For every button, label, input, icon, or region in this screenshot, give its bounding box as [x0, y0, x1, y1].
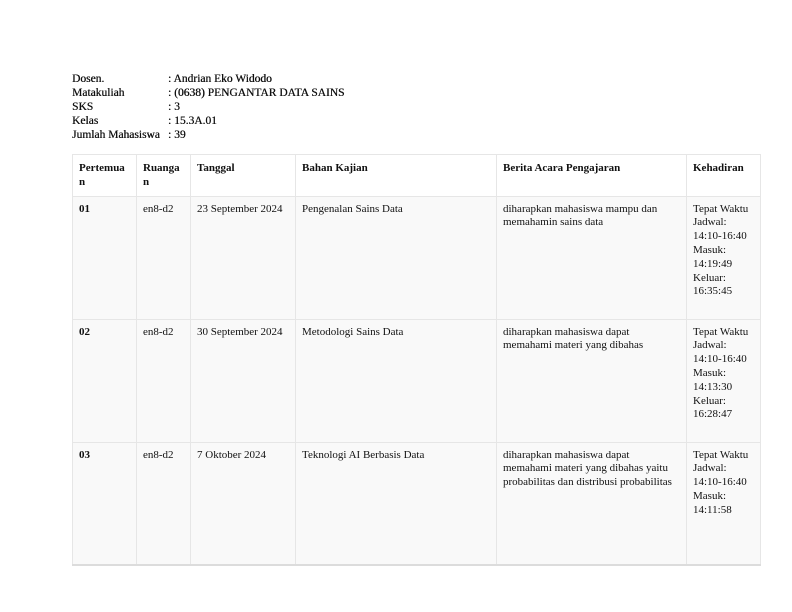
- cell-ruangan: en8-d2: [137, 319, 191, 442]
- cell-bahan-kajian: Teknologi AI Berbasis Data: [296, 442, 497, 565]
- kehadiran-masuk: Masuk: 14:19:49: [693, 243, 733, 270]
- cell-ruangan: en8-d2: [137, 196, 191, 319]
- table-row: [73, 319, 761, 442]
- kehadiran-masuk: Masuk: 14:11:58: [693, 489, 732, 516]
- info-label: Kelas: [72, 115, 99, 127]
- info-value: : 15.3A.01: [168, 114, 217, 128]
- info-value: : 3: [168, 100, 180, 114]
- header-kehadiran: Kehadiran: [687, 155, 761, 197]
- cell-ruangan: en8-d2: [137, 442, 191, 565]
- info-row-jumlah-mahasiswa: [72, 128, 344, 142]
- info-row-kelas: [72, 114, 344, 128]
- info-label: SKS: [72, 101, 94, 113]
- cell-kehadiran: [687, 442, 761, 565]
- kehadiran-keluar: Keluar: 16:35:45: [693, 271, 733, 298]
- info-label: Dosen.: [72, 73, 105, 85]
- table-row: [73, 442, 761, 565]
- info-label: Jumlah Mahasiswa: [72, 129, 160, 141]
- cell-berita-acara: diharapkan mahasiswa mampu dan memahamin sains data: [497, 196, 687, 319]
- cell-berita-acara: diharapkan mahasiswa dapat memahami materi yang dibahas: [497, 319, 687, 442]
- cell-berita-acara: diharapkan mahasiswa dapat memahami materi yang dibahas yaitu probabilitas dan distribusi probabilitas: [497, 442, 687, 565]
- info-row-dosen: [72, 72, 344, 86]
- kehadiran-jadwal: Jadwal: 14:10-16:40: [693, 216, 747, 243]
- info-row-matakuliah: [72, 86, 344, 100]
- header-pertemuan: Pertemuan: [73, 155, 137, 197]
- cell-kehadiran: [687, 319, 761, 442]
- cell-pertemuan: 02: [73, 319, 137, 442]
- header-ruangan: Ruangan: [137, 155, 191, 197]
- course-info: [72, 72, 344, 142]
- cell-kehadiran: [687, 196, 761, 319]
- cell-tanggal: 23 September 2024: [191, 196, 296, 319]
- kehadiran-keluar: Keluar: 16:28:47: [693, 394, 733, 421]
- info-value: : Andrian Eko Widodo: [168, 72, 272, 86]
- kehadiran-jadwal: Jadwal: 14:10-16:40: [693, 339, 747, 366]
- cell-pertemuan: 01: [73, 196, 137, 319]
- attendance-table: [72, 154, 761, 566]
- header-tanggal: Tanggal: [191, 155, 296, 197]
- cell-bahan-kajian: Pengenalan Sains Data: [296, 196, 497, 319]
- info-value: : 39: [168, 128, 186, 142]
- cell-bahan-kajian: Metodologi Sains Data: [296, 319, 497, 442]
- cell-pertemuan: 03: [73, 442, 137, 565]
- kehadiran-status: Tepat Waktu: [693, 325, 749, 338]
- header-berita-acara: Berita Acara Pengajaran: [497, 155, 687, 197]
- table-header-row: [73, 155, 761, 197]
- cell-tanggal: 30 September 2024: [191, 319, 296, 442]
- kehadiran-status: Tepat Waktu: [693, 448, 749, 461]
- kehadiran-masuk: Masuk: 14:13:30: [693, 366, 733, 393]
- info-label: Matakuliah: [72, 87, 125, 99]
- table-row: [73, 196, 761, 319]
- kehadiran-jadwal: Jadwal: 14:10-16:40: [693, 462, 747, 489]
- info-row-sks: [72, 100, 344, 114]
- kehadiran-status: Tepat Waktu: [693, 202, 749, 215]
- cell-tanggal: 7 Oktober 2024: [191, 442, 296, 565]
- header-bahan-kajian: Bahan Kajian: [296, 155, 497, 197]
- info-value: : (0638) PENGANTAR DATA SAINS: [168, 86, 344, 100]
